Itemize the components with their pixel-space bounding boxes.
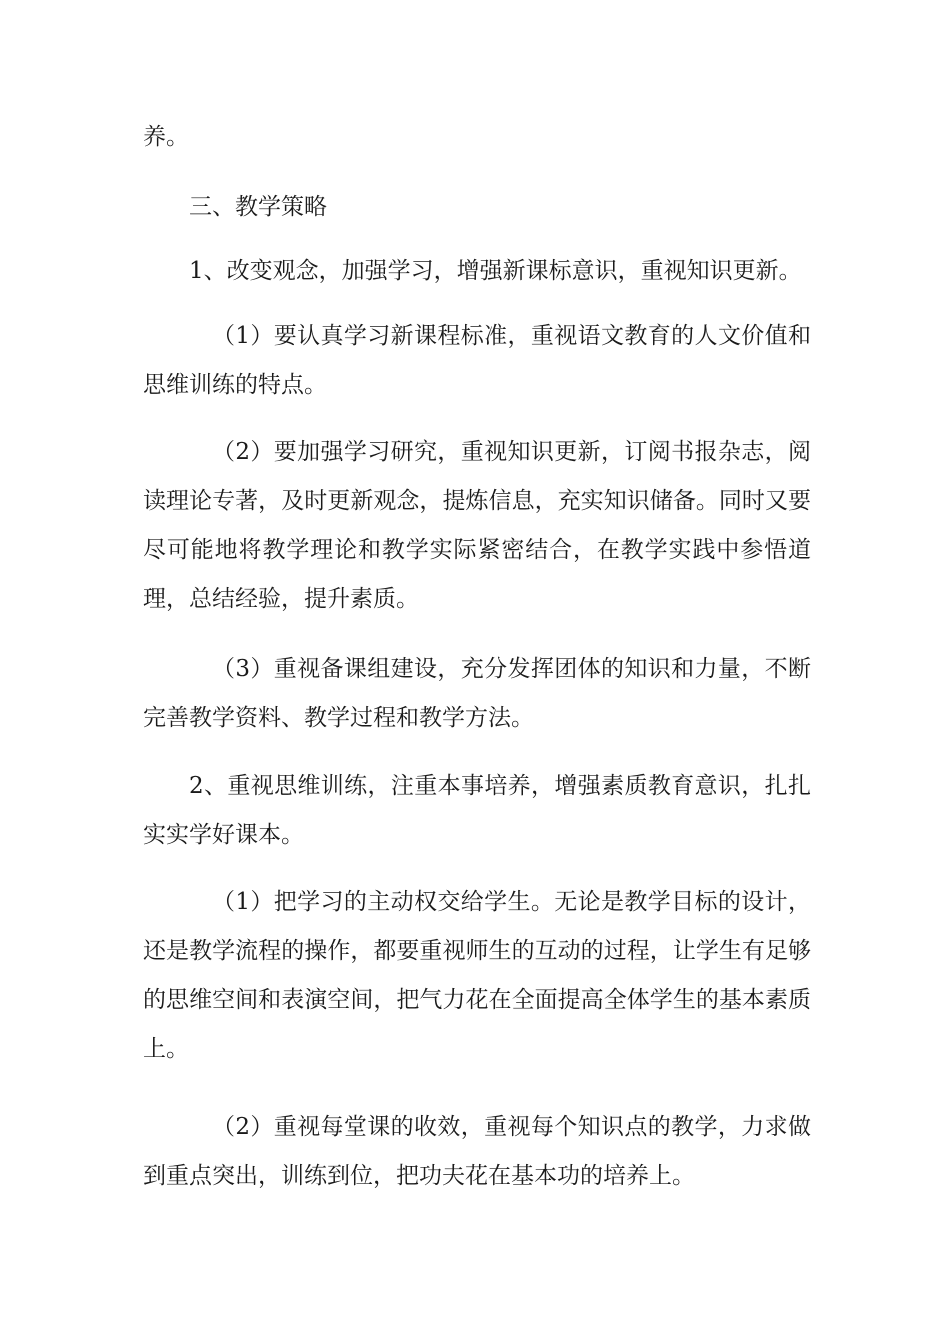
strategy-item-2: 2、重视思维训练，注重本事培养，增强素质教育意识，扎扎实实学好课本。 xyxy=(143,773,811,848)
strategy-item-1-sub-1: （1）要认真学习新课程标准，重视语文教育的人文价值和思维训练的特点。 xyxy=(143,323,811,398)
paragraph-continuation: 养。 xyxy=(143,124,189,150)
strategy-item-1: 1、改变观念，加强学习，增强新课标意识，重视知识更新。 xyxy=(189,258,802,284)
strategy-item-1-sub-2: （2）要加强学习研究，重视知识更新，订阅书报杂志，阅读理论专著，及时更新观念，提炼信息，充实知识储备。同时又要尽可能地将教学理论和教学实际紧密结合，在教学实践中参悟道理，总结经验，提升素质。 xyxy=(143,439,811,612)
strategy-item-2-sub-1: （1）把学习的主动权交给学生。无论是教学目标的设计，还是教学流程的操作，都要重视师生的互动的过程，让学生有足够的思维空间和表演空间，把气力花在全面提高全体学生的基本素质上。 xyxy=(143,889,811,1062)
strategy-item-2-sub-2: （2）重视每堂课的收效，重视每个知识点的教学，力求做到重点突出，训练到位，把功夫花在基本功的培养上。 xyxy=(143,1114,811,1189)
section-heading-teaching-strategy: 三、教学策略 xyxy=(189,194,327,220)
strategy-item-1-sub-3: （3）重视备课组建设，充分发挥团体的知识和力量，不断完善教学资料、教学过程和教学方法。 xyxy=(143,656,811,731)
